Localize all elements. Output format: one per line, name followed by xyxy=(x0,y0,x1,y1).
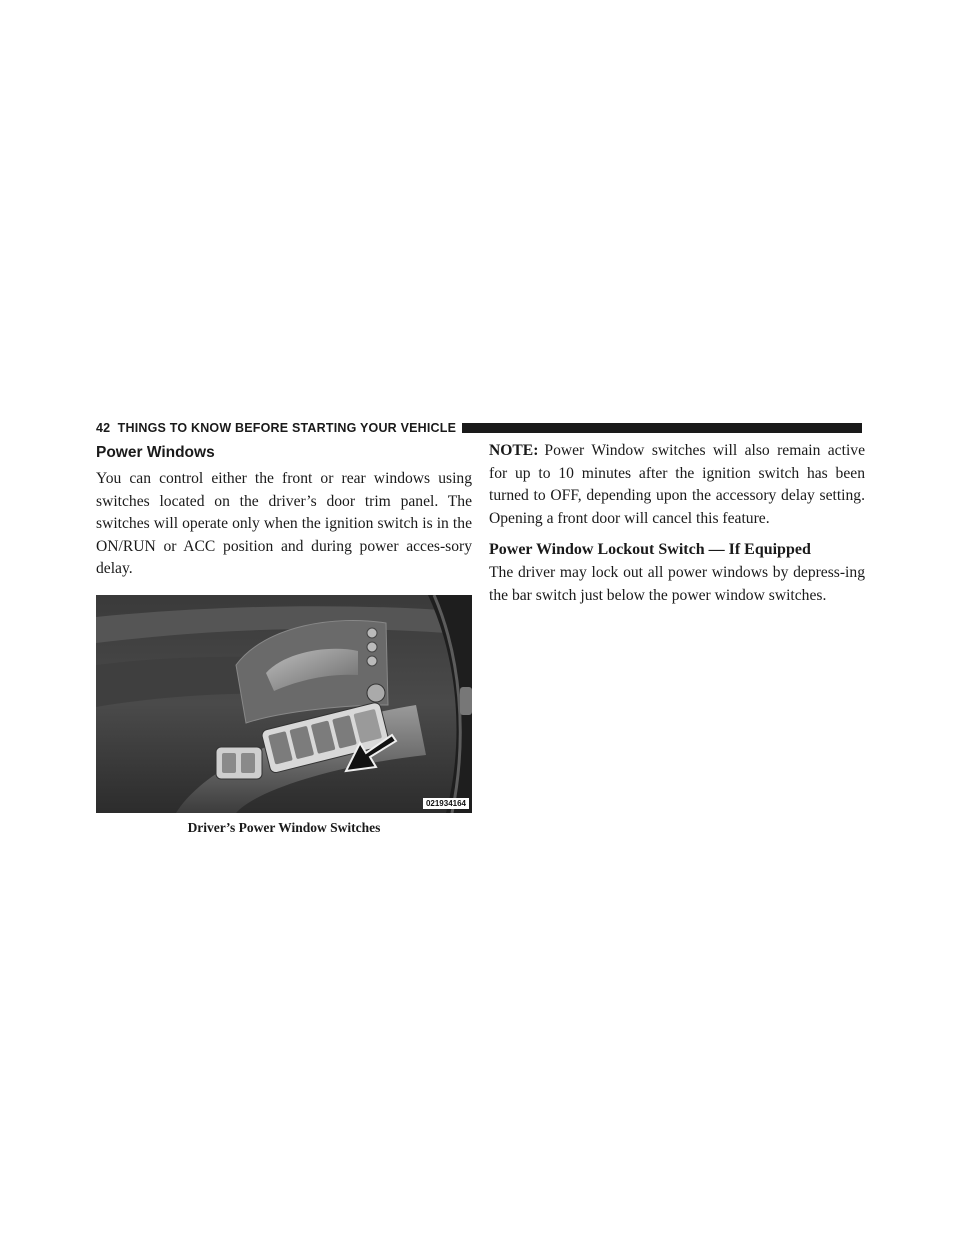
door-panel-illustration xyxy=(96,595,472,813)
lockout-paragraph: The driver may lock out all power windows by depress-ing the bar switch just below the power window switches. xyxy=(489,564,865,604)
lockout-heading: Power Window Lockout Switch — If Equipped xyxy=(489,541,811,558)
running-header xyxy=(96,419,862,437)
power-windows-paragraph: You can control either the front or rear windows using switches located on the driver’s door trim panel. The switches will operate only when the ignition switch is in the ON/RUN or ACC position and during power acces-sory delay. xyxy=(96,470,472,577)
section-title: THINGS TO KNOW BEFORE STARTING YOUR VEHICLE xyxy=(117,421,457,435)
header-text xyxy=(96,421,456,435)
note-paragraph xyxy=(489,440,865,530)
door-panel-figure xyxy=(96,595,472,813)
spacer xyxy=(489,530,865,538)
right-column xyxy=(489,440,865,607)
note-text: Power Window switches will also remain active for up to 10 minutes after the ignition switch has been turned to OFF, depending upon the accessory delay setting. Opening a front door will cancel this feature. xyxy=(489,442,865,527)
figure-code: 021934164 xyxy=(423,798,469,809)
left-column xyxy=(96,440,472,836)
note-label: NOTE: xyxy=(489,442,539,459)
power-windows-heading: Power Windows xyxy=(96,444,215,461)
figure-caption: Driver’s Power Window Switches xyxy=(187,819,381,835)
header-rule xyxy=(462,423,862,433)
page-number: 42 xyxy=(96,421,111,435)
